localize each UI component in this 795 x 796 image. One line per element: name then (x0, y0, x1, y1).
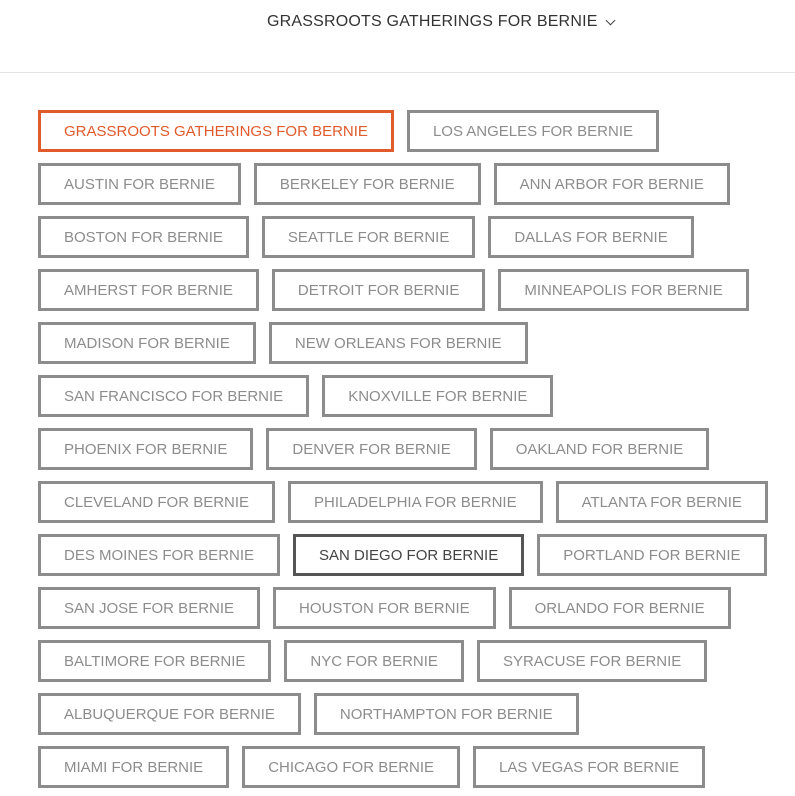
filter-chip[interactable] (488, 216, 693, 258)
filter-chip[interactable] (293, 534, 524, 576)
filter-chip[interactable] (498, 269, 748, 311)
filter-chip[interactable] (38, 534, 280, 576)
filter-chip-label: PORTLAND FOR BERNIE (563, 546, 741, 564)
filter-chip-label: NEW ORLEANS FOR BERNIE (294, 334, 502, 352)
filter-chip-label: LOS ANGELES FOR BERNIE (432, 122, 633, 140)
filter-chip-label: HOUSTON FOR BERNIE (299, 599, 470, 617)
filter-chip[interactable] (556, 481, 768, 523)
filter-chip[interactable] (38, 375, 309, 417)
filter-chip-label: DES MOINES FOR BERNIE (64, 546, 255, 564)
filter-chip[interactable] (477, 640, 707, 682)
filter-chip-label: PHILADELPHIA FOR BERNIE (314, 493, 517, 511)
chevron-down-icon (605, 15, 615, 25)
filter-chip[interactable] (407, 110, 659, 152)
filter-chip[interactable] (288, 481, 543, 523)
filter-chip-label: DETROIT FOR BERNIE (297, 281, 460, 299)
filter-chip[interactable] (38, 587, 260, 629)
filter-chip-label: AMHERST FOR BERNIE (64, 281, 233, 299)
filter-chip-label: DENVER FOR BERNIE (292, 440, 451, 458)
filter-chip-label: ANN ARBOR FOR BERNIE (519, 175, 704, 193)
filter-chip-label: CLEVELAND FOR BERNIE (64, 493, 250, 511)
filter-chip-label: AUSTIN FOR BERNIE (64, 175, 215, 193)
filter-chip-label: ORLANDO FOR BERNIE (534, 599, 705, 617)
filter-chip[interactable] (38, 216, 249, 258)
filter-chip[interactable] (494, 163, 730, 205)
filter-chip[interactable] (509, 587, 731, 629)
filter-chip[interactable] (537, 534, 766, 576)
filter-chip-label: PHOENIX FOR BERNIE (64, 440, 228, 458)
filter-chip[interactable] (272, 269, 485, 311)
filter-chip-label: MINNEAPOLIS FOR BERNIE (524, 281, 723, 299)
filter-chip[interactable] (322, 375, 553, 417)
filter-chip[interactable] (38, 322, 256, 364)
filter-chip[interactable] (38, 110, 394, 152)
filter-chip-label: OAKLAND FOR BERNIE (515, 440, 684, 458)
page-header (0, 0, 795, 73)
group-dropdown-label: GRASSROOTS GATHERINGS FOR BERNIE (267, 13, 598, 30)
filter-chip-label: ALBUQUERQUE FOR BERNIE (64, 705, 275, 723)
group-filter-list (38, 110, 768, 788)
filter-chip[interactable] (269, 322, 528, 364)
filter-chip[interactable] (38, 640, 271, 682)
filter-chip-label: NORTHAMPTON FOR BERNIE (339, 705, 553, 723)
filter-chip-label: BERKELEY FOR BERNIE (279, 175, 455, 193)
filter-chip[interactable] (284, 640, 464, 682)
filter-chip-label: GRASSROOTS GATHERINGS FOR BERNIE (64, 122, 368, 140)
filter-chip-label: KNOXVILLE FOR BERNIE (348, 387, 528, 405)
filter-chip[interactable] (314, 693, 579, 735)
filter-chip-label: SEATTLE FOR BERNIE (287, 228, 450, 246)
filter-chip-label: SYRACUSE FOR BERNIE (502, 652, 682, 670)
filter-chip-label: CHICAGO FOR BERNIE (268, 758, 435, 776)
filter-chip[interactable] (38, 428, 253, 470)
filter-chip-label: LAS VEGAS FOR BERNIE (499, 758, 680, 776)
filter-chip[interactable] (38, 269, 259, 311)
filter-chip[interactable] (38, 163, 241, 205)
filter-chip-label: BALTIMORE FOR BERNIE (64, 652, 246, 670)
filter-chip-label: MIAMI FOR BERNIE (64, 758, 204, 776)
filter-chip[interactable] (266, 428, 476, 470)
filter-chip-label: DALLAS FOR BERNIE (514, 228, 668, 246)
filter-chip-label: SAN JOSE FOR BERNIE (64, 599, 235, 617)
group-dropdown[interactable] (267, 13, 614, 31)
filter-chip[interactable] (473, 746, 705, 788)
filter-chip-label: MADISON FOR BERNIE (64, 334, 230, 352)
filter-chip-label: BOSTON FOR BERNIE (64, 228, 223, 246)
filter-chip[interactable] (38, 693, 301, 735)
filter-chip-label: ATLANTA FOR BERNIE (581, 493, 742, 511)
filter-chip[interactable] (38, 481, 275, 523)
filter-chip[interactable] (38, 746, 229, 788)
filter-chip[interactable] (262, 216, 475, 258)
filter-chip-label: NYC FOR BERNIE (310, 652, 438, 670)
filter-chip[interactable] (490, 428, 710, 470)
filter-chip[interactable] (242, 746, 460, 788)
filter-chip[interactable] (273, 587, 496, 629)
filter-chip-label: SAN DIEGO FOR BERNIE (319, 546, 499, 564)
filter-chip[interactable] (254, 163, 481, 205)
filter-chip-label: SAN FRANCISCO FOR BERNIE (64, 387, 284, 405)
